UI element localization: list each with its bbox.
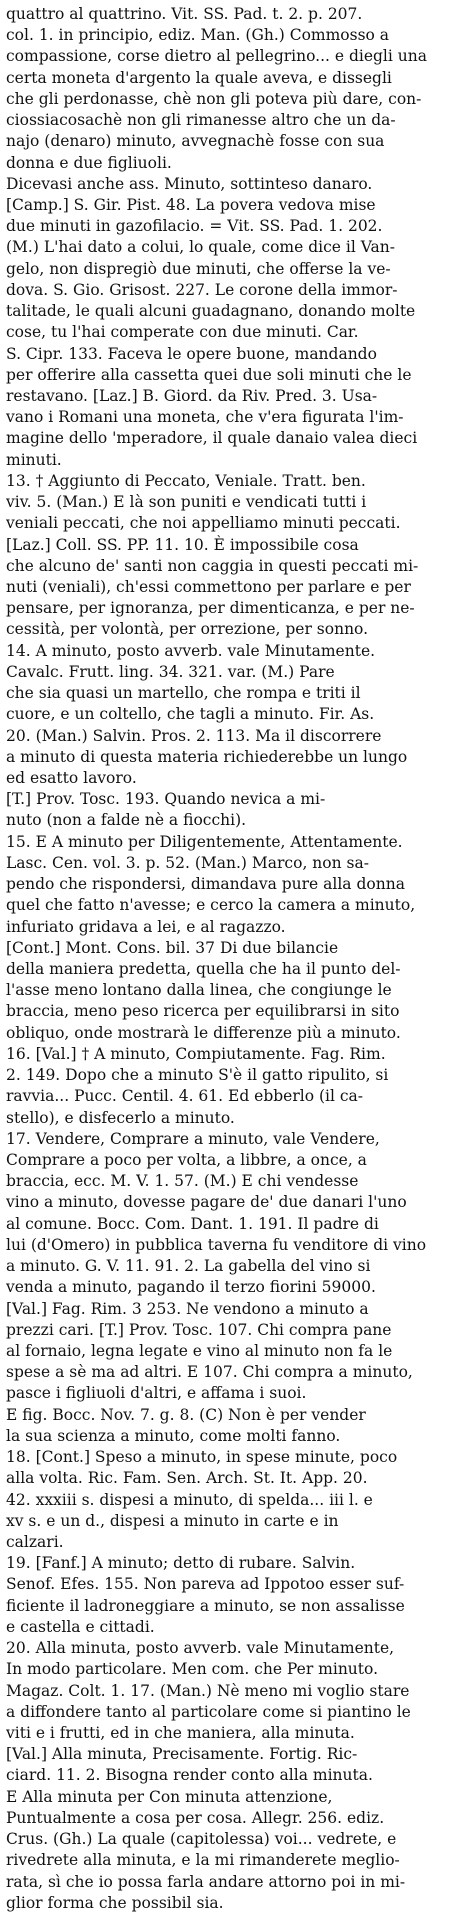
text-line: cessità, per volontà, per orrezione, per sonno. <box>6 620 369 639</box>
text-line: [Camp.] S. Gir. Pist. 48. La povera vedova mise <box>6 196 376 214</box>
text-line: glior forma che possibil sia. <box>6 1893 224 1912</box>
text-line: S. Cipr. 133. Faceva le opere buone, mandando <box>6 344 377 363</box>
text-line: talitade, le quali alcuni guadagnano, donando molte <box>6 302 416 321</box>
text-line: 14. A minuto, posto avverb. vale Minutamente. <box>6 641 376 660</box>
text-line: spese a sè ma ad altri. E 107. Chi compra a minuto, <box>6 1363 413 1382</box>
text-line: najo (denaro) minuto, avvegnachè fosse con sua <box>6 132 385 151</box>
text-line: al fornaio, legna legate e vino al minuto non fa le <box>6 1342 393 1360</box>
text-line: a minuto di questa materia richiederebbe un lungo <box>6 747 408 766</box>
text-line: ed esatto lavoro. <box>6 769 137 787</box>
text-line: Lasc. Cen. vol. 3. p. 52. (Man.) Marco, non sa- <box>6 853 369 872</box>
text-line: 2. 149. Dopo che a minuto S'è il gatto ripulito, si <box>6 1066 389 1085</box>
text-line: ravvia... Pucc. Centil. 4. 61. Ed ebberlo (il ca- <box>6 1087 364 1106</box>
text-line: nuti (veniali), ch'essi commettono per parlare e per <box>6 578 411 596</box>
text-line: magine dello 'mperadore, il quale danaio valea dieci <box>6 429 418 448</box>
text-line: 42. xxxiii s. dispesi a minuto, di spelda... iii l. e <box>6 1490 373 1509</box>
text-line: minuti. <box>6 450 62 469</box>
text-line: 13. † Aggiunto di Peccato, Veniale. Tratt. ben. <box>6 471 366 490</box>
text-line: pasce i figliuoli d'altri, e affama i suoi. <box>6 1384 307 1403</box>
text-line: al comune. Bocc. Com. Dant. 1. 191. Il padre di <box>6 1214 379 1233</box>
text-line: viti e i frutti, ed in che maniera, alla minuta. <box>6 1724 355 1742</box>
text-line: compassione, corse dietro al pellegrino... e diegli una <box>6 47 427 66</box>
text-line: braccia, ecc. M. V. 1. 57. (M.) E chi vendesse <box>6 1172 359 1191</box>
text-line: pensare, per ignoranza, per dimenticanza, e per ne- <box>6 599 415 618</box>
text-line: 17. Vendere, Comprare a minuto, vale Vendere, <box>6 1129 380 1148</box>
text-line: [Cont.] Mont. Cons. bil. 37 Di due bilancie <box>6 938 339 957</box>
text-line: [Val.] Alla minuta, Precisamente. Fortig. Ric- <box>6 1745 358 1764</box>
text-line: Magaz. Colt. 1. 17. (Man.) Nè meno mi voglio stare <box>6 1681 410 1700</box>
text-line: vino a minuto, dovesse pagare de' due danari l'uno <box>6 1193 407 1212</box>
text-line: che gli perdonasse, chè non gli poteva più dare, con- <box>6 89 422 108</box>
text-line: la sua scienza a minuto, come molti fanno. <box>6 1426 341 1445</box>
text-line: che sia quasi un martello, che rompa e triti il <box>6 684 361 703</box>
text-line: cuore, e un coltello, che tagli a minuto. Fir. As. <box>6 705 375 724</box>
text-line: veniali peccati, che noi appelliamo minuti peccati. <box>6 514 401 533</box>
text-line: rata, sì che io possa farla andare attorno poi in mi- <box>6 1872 406 1891</box>
text-line: In modo particolare. Men com. che Per minuto. <box>6 1660 379 1679</box>
text-line: prezzi cari. [T.] Prov. Tosc. 107. Chi compra pane <box>6 1320 392 1339</box>
text-line: E Alla minuta per Con minuta attenzione, <box>6 1787 333 1806</box>
text-line: Crus. (Gh.) La quale (capitolessa) voi... vedrete, e <box>6 1830 397 1849</box>
text-line: vano i Romani una moneta, che v'era figurata l'im- <box>6 408 404 427</box>
text-line: alla volta. Ric. Fam. Sen. Arch. St. It. App. 20. <box>6 1469 368 1488</box>
text-line: quel che fatto n'avesse; e cerco la camera a minuto, <box>6 896 416 915</box>
text-line: Puntualmente a cosa per cosa. Allegr. 256. ediz. <box>6 1808 385 1827</box>
text-line: E fig. Bocc. Nov. 7. g. 8. (C) Non è per vender <box>6 1405 366 1424</box>
text-line: Senof. Efes. 155. Non pareva ad Ippotoo esser suf- <box>6 1575 405 1594</box>
text-line: ciard. 11. 2. Bisogna render conto alla minuta. <box>6 1766 373 1785</box>
text-line: ciossiacosachè non gli rimanesse altro che un da- <box>6 111 396 130</box>
text-line: (M.) L'hai dato a colui, lo quale, come dice il Van- <box>6 238 395 257</box>
text-line: che alcuno de' santi non caggia in questi peccati mi- <box>6 556 419 575</box>
text-line: 15. E A minuto per Diligentemente, Attentamente. <box>6 832 403 851</box>
text-line: della maniera predetta, quella che ha il punto del- <box>6 960 401 978</box>
text-line: a diffondere tanto al particolare come si piantino le <box>6 1702 411 1721</box>
text-line: Cavalc. Frutt. ling. 34. 321. var. (M.) Pare <box>6 662 335 681</box>
text-line: nuto (non a falde nè a fiocchi). <box>6 811 247 830</box>
text-line: dova. S. Gio. Grisost. 227. Le corone della immor- <box>6 280 398 299</box>
text-line: Comprare a poco per volta, a libbre, a once, a <box>6 1151 367 1169</box>
text-line: certa moneta d'argento la quale aveva, e dissegli <box>6 68 392 87</box>
text-line: 20. (Man.) Salvin. Pros. 2. 113. Ma il discorrere <box>6 726 382 745</box>
text-line: [Val.] Fag. Rim. 3 253. Ne vendono a minuto a <box>6 1299 369 1318</box>
text-line: donna e due figliuoli. <box>6 153 172 172</box>
text-line: per offerire alla cassetta quei due soli minuti che le <box>6 365 412 384</box>
text-line: infuriato gridava a lei, e al ragazzo. <box>6 917 286 936</box>
text-line: 19. [Fanf.] A minuto; detto di rubare. Salvin. <box>6 1554 356 1573</box>
text-line: col. 1. in principio, ediz. Man. (Gh.) Commosso a <box>6 26 390 45</box>
text-line: calzari. <box>6 1533 64 1551</box>
text-line: obliquo, onde mostrarà le differenze più a minuto. <box>6 1023 401 1042</box>
text-line: 18. [Cont.] Speso a minuto, in spese minute, poco <box>6 1448 398 1467</box>
text-line: lui (d'Omero) in pubblica taverna fu venditore di vino <box>6 1235 427 1254</box>
text-line: restavano. [Laz.] B. Giord. da Riv. Pred. 3. Usa- <box>6 387 378 405</box>
text-line: xv s. e un d., dispesi a minuto in carte e in <box>6 1511 339 1530</box>
text-line: [T.] Prov. Tosc. 193. Quando nevica a mi- <box>6 790 326 809</box>
text-line: 20. Alla minuta, posto avverb. vale Minutamente, <box>6 1639 395 1658</box>
text-line: l'asse meno lontano dalla linea, che congiunge le <box>6 981 392 1000</box>
text-line: rivedrete alla minuta, e la mi rimanderete meglio- <box>6 1851 400 1870</box>
text-line: Dicevasi anche ass. Minuto, sottinteso danaro. <box>6 174 373 193</box>
text-line: braccia, meno peso ricerca per equilibrarsi in sito <box>6 1002 400 1021</box>
text-line: pendo che rispondersi, dimandava pure alla donna <box>6 875 405 894</box>
text-line: e castella e cittadi. <box>6 1617 155 1636</box>
text-line: a minuto. G. V. 11. 91. 2. La gabella del vino si <box>6 1257 371 1276</box>
text-line: stello), e disfecerlo a minuto. <box>6 1108 235 1127</box>
text-line: 16. [Val.] † A minuto, Compiutamente. Fag. Rim. <box>6 1044 386 1063</box>
text-line: venda a minuto, pagando il terzo fiorini 59000. <box>6 1278 376 1297</box>
text-line: quattro al quattrino. Vit. SS. Pad. t. 2. p. 207. <box>6 5 363 23</box>
text-line: ficiente il ladroneggiare a minuto, se non assalisse <box>6 1596 405 1615</box>
text-line: viv. 5. (Man.) E là son puniti e vendicati tutti i <box>6 493 367 512</box>
text-line: due minuti in gazofilacio. = Vit. SS. Pad. 1. 202. <box>6 217 383 236</box>
text-line: gelo, non dispregiò due minuti, che offerse la ve- <box>6 259 391 278</box>
text-line: cose, tu l'hai comperate con due minuti. Car. <box>6 323 359 342</box>
text-line: [Laz.] Coll. SS. PP. 11. 10. È impossibile cosa <box>6 535 359 554</box>
